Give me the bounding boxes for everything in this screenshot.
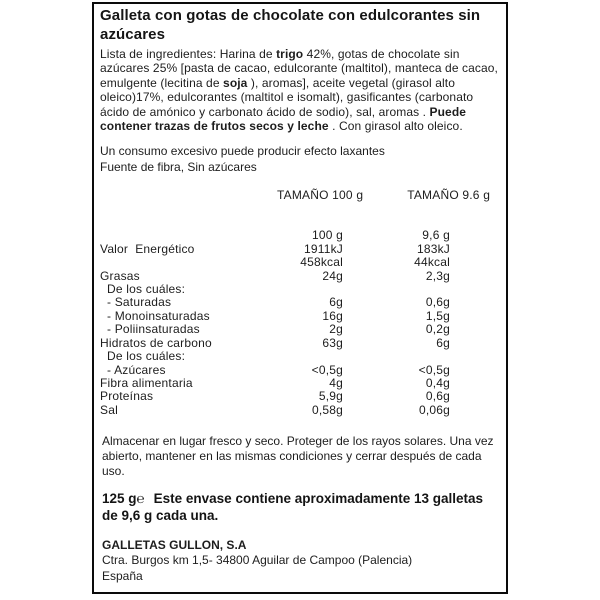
value-per-100g: 4g <box>329 375 343 390</box>
value-per-9g <box>343 350 450 363</box>
value-per-9g <box>343 283 450 296</box>
serving-size-100g-header: TAMAÑO 100 g <box>277 188 364 203</box>
nutrient-label: Proteínas <box>100 389 154 404</box>
traces-warning: Puede contener trazas de frutos secos y leche <box>100 104 467 134</box>
nutrition-row <box>100 323 500 336</box>
nutrient-label: De los cuáles: <box>107 282 186 297</box>
net-weight-quantity: 125 g <box>102 491 137 506</box>
pack-contents-statement: Este envase contiene aproximadamente 13 galletas de 9,6 g cada una. <box>102 491 484 523</box>
value-per-9g: 9,6 g <box>422 228 450 243</box>
value-per-100g: 63g <box>322 335 343 350</box>
spacer-cell <box>450 390 500 403</box>
value-per-100g: 1911kJ <box>303 241 343 256</box>
spacer-cell <box>450 350 500 363</box>
nutrition-row <box>100 390 500 403</box>
label-box <box>92 2 508 594</box>
spacer-cell <box>450 377 500 390</box>
product-title: Galleta con gotas de chocolate con edulcorantes sin azúcares <box>100 7 481 43</box>
manufacturer-address: Ctra. Burgos km 1,5- 34800 Aguilar de Campoo (Palencia) <box>102 553 413 567</box>
value-per-100g: 5,9g <box>318 389 343 404</box>
fiber-claim: Fuente de fibra, Sin azúcares <box>100 160 257 175</box>
nutrient-label <box>100 256 253 269</box>
nutrition-row <box>100 350 500 363</box>
nutrient-label: Hidratos de carbono <box>100 335 212 350</box>
nutrition-row <box>100 377 500 390</box>
value-per-100g: <0,5g <box>311 362 343 377</box>
nutrition-row <box>100 310 500 323</box>
ingredients-part4: . Con girasol alto oleico. <box>328 119 463 134</box>
nutrient-label <box>100 229 253 242</box>
spacer-cell <box>450 310 500 323</box>
value-per-100g: 0,58g <box>311 402 343 417</box>
value-per-9g: 183kJ <box>416 241 450 256</box>
value-per-9g: <0,5g <box>418 362 450 377</box>
value-per-100g <box>253 350 343 363</box>
nutrient-label: - Poliinsaturadas <box>107 322 200 337</box>
spacer-cell <box>450 270 500 283</box>
nutrition-row <box>100 283 500 296</box>
storage-instructions: Almacenar en lugar fresco y seco. Proteger de los rayos solares. Una vez abierto, mantener en las mismas condiciones y cerrar después de cada uso. <box>102 434 494 478</box>
nutrition-row <box>100 243 500 256</box>
manufacturer-block <box>102 537 498 584</box>
nutrient-label: Grasas <box>100 268 140 283</box>
value-per-100g: 458kcal <box>300 255 343 270</box>
value-per-9g: 2,3g <box>425 268 450 283</box>
nutrition-table <box>100 229 500 417</box>
value-per-100g: 2g <box>329 322 343 337</box>
value-per-9g: 6g <box>436 335 450 350</box>
value-per-9g: 0,4g <box>425 375 450 390</box>
spacer-cell <box>450 337 500 350</box>
nutrition-row <box>100 404 500 417</box>
label-bottom-section <box>102 434 498 584</box>
nutrition-row <box>100 229 500 242</box>
value-per-100g <box>253 283 343 296</box>
value-per-9g: 0,6g <box>425 295 450 310</box>
consumption-warnings <box>100 143 500 175</box>
spacer-cell <box>450 364 500 377</box>
spacer-cell <box>450 404 500 417</box>
value-per-9g: 1,5g <box>425 308 450 323</box>
value-per-100g: 16g <box>322 308 343 323</box>
ingredients-part3: ), aromas], aceite vegetal (girasol alto oleico)17%, edulcorantes (maltitol e isomalt), gasificantes (carbonato ácido de amónico y carbonato ácido de sodio), sal, aromas . <box>100 75 474 119</box>
value-per-9g: 44kcal <box>414 255 450 270</box>
nutrient-label: - Saturadas <box>107 295 172 310</box>
net-weight-statement <box>102 490 498 524</box>
nutrition-table-body <box>100 229 500 417</box>
nutrient-label: - Azúcares <box>107 362 166 377</box>
spacer-cell <box>450 256 500 269</box>
nutrient-label: Fibra alimentaria <box>100 375 193 390</box>
serving-size-9g-header: TAMAÑO 9.6 g <box>407 188 491 203</box>
nutrition-row <box>100 270 500 283</box>
spacer-cell <box>450 243 500 256</box>
value-per-100g: 6g <box>329 295 343 310</box>
nutrition-row <box>100 256 500 269</box>
ingredients-part2: 42%, gotas de chocolate sin azúcares 25% [pasta de cacao, edulcorante (maltitol), manteca de cacao, emulgente (lecitina de <box>100 47 498 90</box>
value-per-9g: 0,06g <box>418 402 450 417</box>
spacer-cell <box>450 283 500 296</box>
allergen-trigo: trigo <box>276 47 304 61</box>
e-mark-icon: ℮ <box>136 491 145 506</box>
nutrition-row <box>100 364 500 377</box>
value-per-9g: 0,6g <box>425 389 450 404</box>
nutrition-row <box>100 337 500 350</box>
nutrient-label: - Monoinsaturadas <box>107 308 210 323</box>
laxative-warning: Un consumo excesivo puede producir efecto laxantes <box>100 144 385 159</box>
serving-size-headers <box>100 188 500 202</box>
ingredients-part1: Lista de ingredientes: Harina de <box>100 47 277 61</box>
nutrition-row <box>100 296 500 309</box>
value-per-9g: 0,2g <box>425 322 450 337</box>
manufacturer-name: GALLETAS GULLON, S.A <box>102 538 247 552</box>
ingredients-text <box>100 47 500 133</box>
value-per-100g: 100 g <box>311 228 343 243</box>
spacer-cell <box>450 323 500 336</box>
spacer-cell <box>450 229 500 242</box>
nutrient-label: Sal <box>100 402 118 417</box>
value-per-100g: 24g <box>322 268 343 283</box>
manufacturer-country: España <box>102 568 143 583</box>
nutrient-label: De los cuáles: <box>107 349 186 364</box>
nutrient-label: Valor Energético <box>100 241 195 256</box>
spacer-cell <box>450 296 500 309</box>
allergen-soja: soja <box>223 75 248 90</box>
